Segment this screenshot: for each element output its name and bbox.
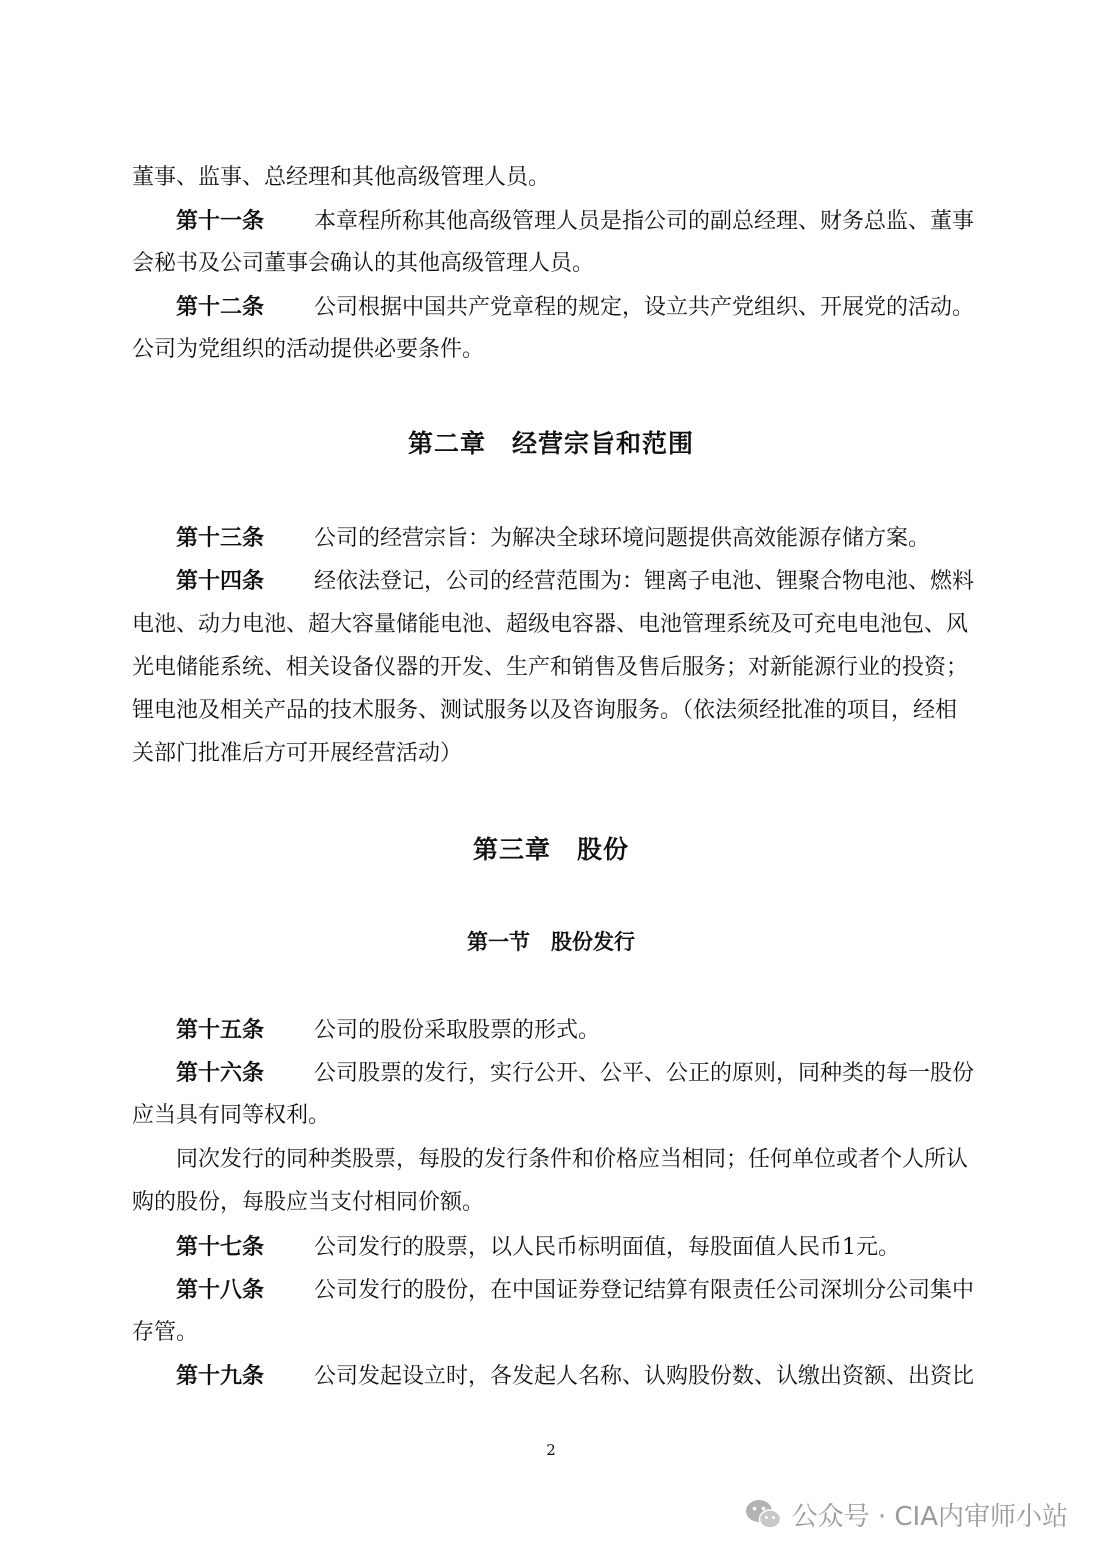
wechat-icon: [744, 1497, 782, 1531]
article-text: 经依法登记，公司的经营范围为：锂离子电池、锂聚合物电池、燃料: [314, 569, 975, 594]
text-line: 光电储能系统、相关设备仪器的开发、生产和销售及售后服务；对新能源行业的投资；: [132, 655, 969, 680]
article-text: 公司发行的股份，在中国证券登记结算有限责任公司深圳分公司集中: [314, 1278, 975, 1303]
article-text: 公司股票的发行，实行公开、公平、公正的原则，同种类的每一股份: [314, 1061, 975, 1086]
article-text: 本章程所称其他高级管理人员是指公司的副总经理、财务总监、董事: [314, 209, 975, 234]
article-11: [176, 206, 975, 237]
article-16: [176, 1058, 975, 1089]
article-18: [176, 1275, 975, 1306]
article-label: 第十二条: [176, 294, 265, 320]
page-number: 2: [546, 1441, 556, 1459]
article-text: 公司的股份采取股票的形式。: [314, 1018, 601, 1043]
article-text: 公司发起设立时，各发起人名称、认购股份数、认缴出资额、出资比: [314, 1364, 975, 1389]
article-13: [176, 523, 972, 554]
text-line: 同次发行的同种类股票，每股的发行条件和价格应当相同；任何单位或者个人所认: [176, 1147, 969, 1172]
article-14: [176, 566, 975, 597]
article-text: 公司的经营宗旨：为解决全球环境问题提供高效能源存储方案。: [314, 526, 931, 551]
watermark: [744, 1494, 1068, 1534]
article-19: [176, 1361, 975, 1392]
text-line: 会秘书及公司董事会确认的其他高级管理人员。: [132, 251, 595, 276]
text-line: 购的股份，每股应当支付相同价额。: [132, 1190, 485, 1215]
text-line: 关部门批准后方可开展经营活动）: [132, 741, 463, 766]
article-label: 第十五条: [176, 1017, 265, 1043]
article-label: 第十七条: [176, 1234, 265, 1260]
watermark-text: 公众号 · CIA内审师小站: [791, 1501, 1068, 1532]
chapter-heading: 第二章 经营宗旨和范围: [407, 429, 694, 458]
article-label: 第十一条: [176, 208, 265, 234]
section-heading: 第一节 股份发行: [467, 929, 635, 954]
text-line: 电池、动力电池、超大容量储能电池、超级电容器、电池管理系统及可充电电池包、风: [132, 612, 969, 637]
text-line: 存管。: [132, 1320, 199, 1345]
article-label: 第十三条: [176, 525, 265, 551]
article-label: 第十九条: [176, 1363, 265, 1389]
chapter-heading: 第三章 股份: [472, 835, 629, 864]
article-label: 第十四条: [176, 568, 265, 594]
article-text: 公司发行的股票，以人民币标明面值，每股面值人民币1元。: [314, 1235, 900, 1260]
article-label: 第十八条: [176, 1277, 265, 1303]
article-15: [176, 1015, 972, 1046]
text-line: 应当具有同等权利。: [132, 1103, 331, 1128]
text-line: 公司为党组织的活动提供必要条件。: [132, 337, 485, 362]
article-text: 公司根据中国共产党章程的规定，设立共产党组织、开展党的活动。: [314, 295, 975, 320]
article-17: [176, 1232, 972, 1263]
text-line: 董事、监事、总经理和其他高级管理人员。: [132, 165, 551, 190]
text-line: 锂电池及相关产品的技术服务、测试服务以及咨询服务。（依法须经批准的项目，经相: [132, 698, 958, 723]
article-label: 第十六条: [176, 1060, 265, 1086]
article-12: [176, 292, 975, 323]
